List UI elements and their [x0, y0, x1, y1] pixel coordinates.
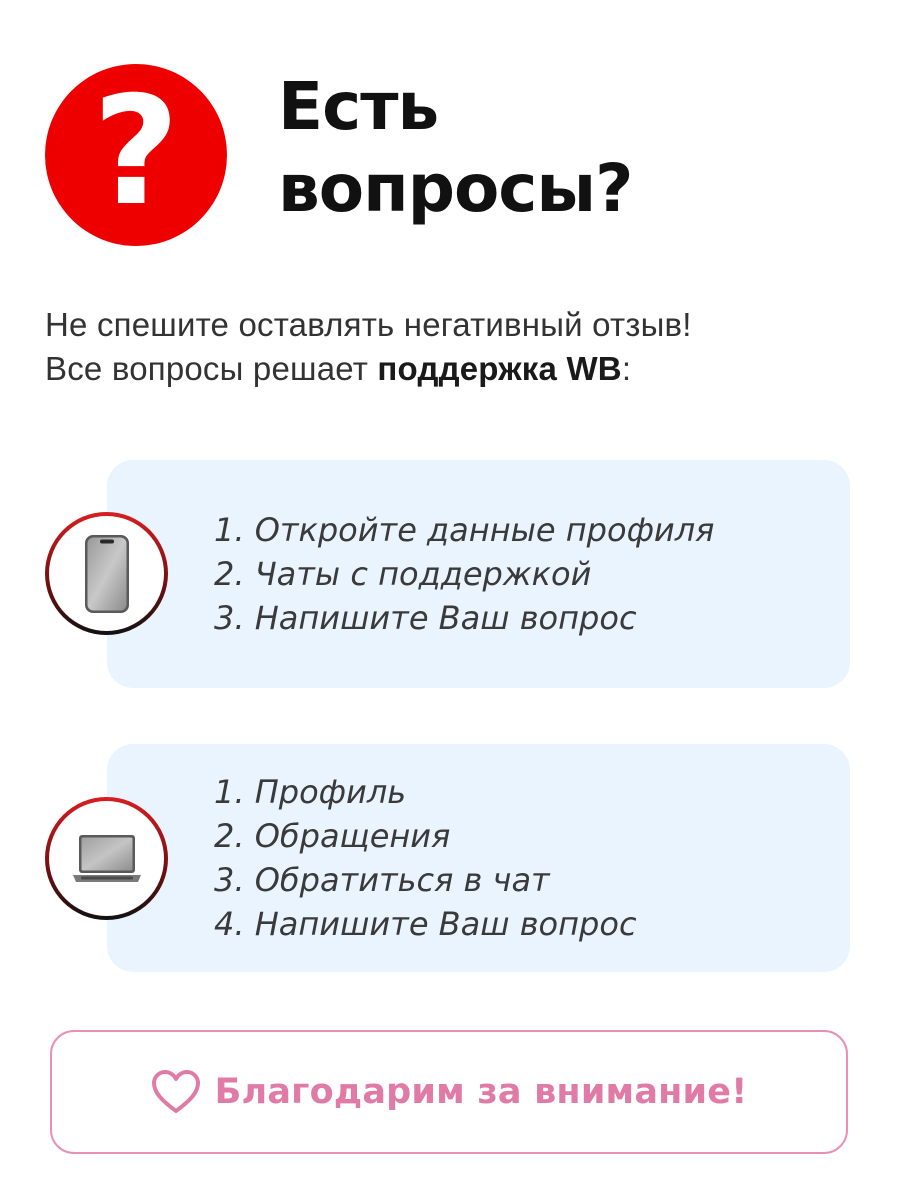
- thanks-banner: [50, 1030, 848, 1154]
- laptop-icon: [71, 829, 143, 889]
- list-item: 4. Напишите Ваш вопрос: [214, 905, 637, 943]
- list-item: 1. Откройте данные профиля: [214, 511, 715, 549]
- desktop-instructions-card: [107, 744, 850, 972]
- list-item: 2. Чаты с поддержкой: [214, 555, 592, 593]
- title-line-1: Есть: [278, 68, 439, 145]
- question-mark-badge: [45, 64, 227, 246]
- list-item: 2. Обращения: [214, 817, 451, 855]
- list-item: 3. Напишите Ваш вопрос: [214, 599, 637, 637]
- desktop-steps-list: [214, 770, 637, 946]
- intro-line-2: [45, 347, 692, 391]
- smartphone-icon: [84, 534, 130, 614]
- smartphone-icon-badge: [45, 512, 168, 635]
- thanks-text: Благодарим за внимание!: [214, 1072, 748, 1112]
- question-mark-icon: ?: [92, 65, 180, 239]
- intro-line-2-suffix: :: [621, 350, 632, 387]
- list-item: 1. Профиль: [214, 773, 407, 811]
- mobile-instructions-card: [107, 460, 850, 688]
- intro-line-1: Не спешите оставлять негативный отзыв!: [45, 306, 692, 343]
- laptop-icon-badge: [45, 797, 168, 920]
- list-item: 3. Обратиться в чат: [214, 861, 550, 899]
- support-wb-label: поддержка WB: [377, 350, 622, 387]
- page-title: [278, 66, 632, 230]
- heart-icon: [151, 1069, 201, 1115]
- intro-line-2-prefix: Все вопросы решает: [45, 350, 378, 387]
- mobile-steps-list: [214, 508, 714, 640]
- intro-text: [45, 303, 692, 391]
- title-line-2: вопросы?: [278, 150, 633, 227]
